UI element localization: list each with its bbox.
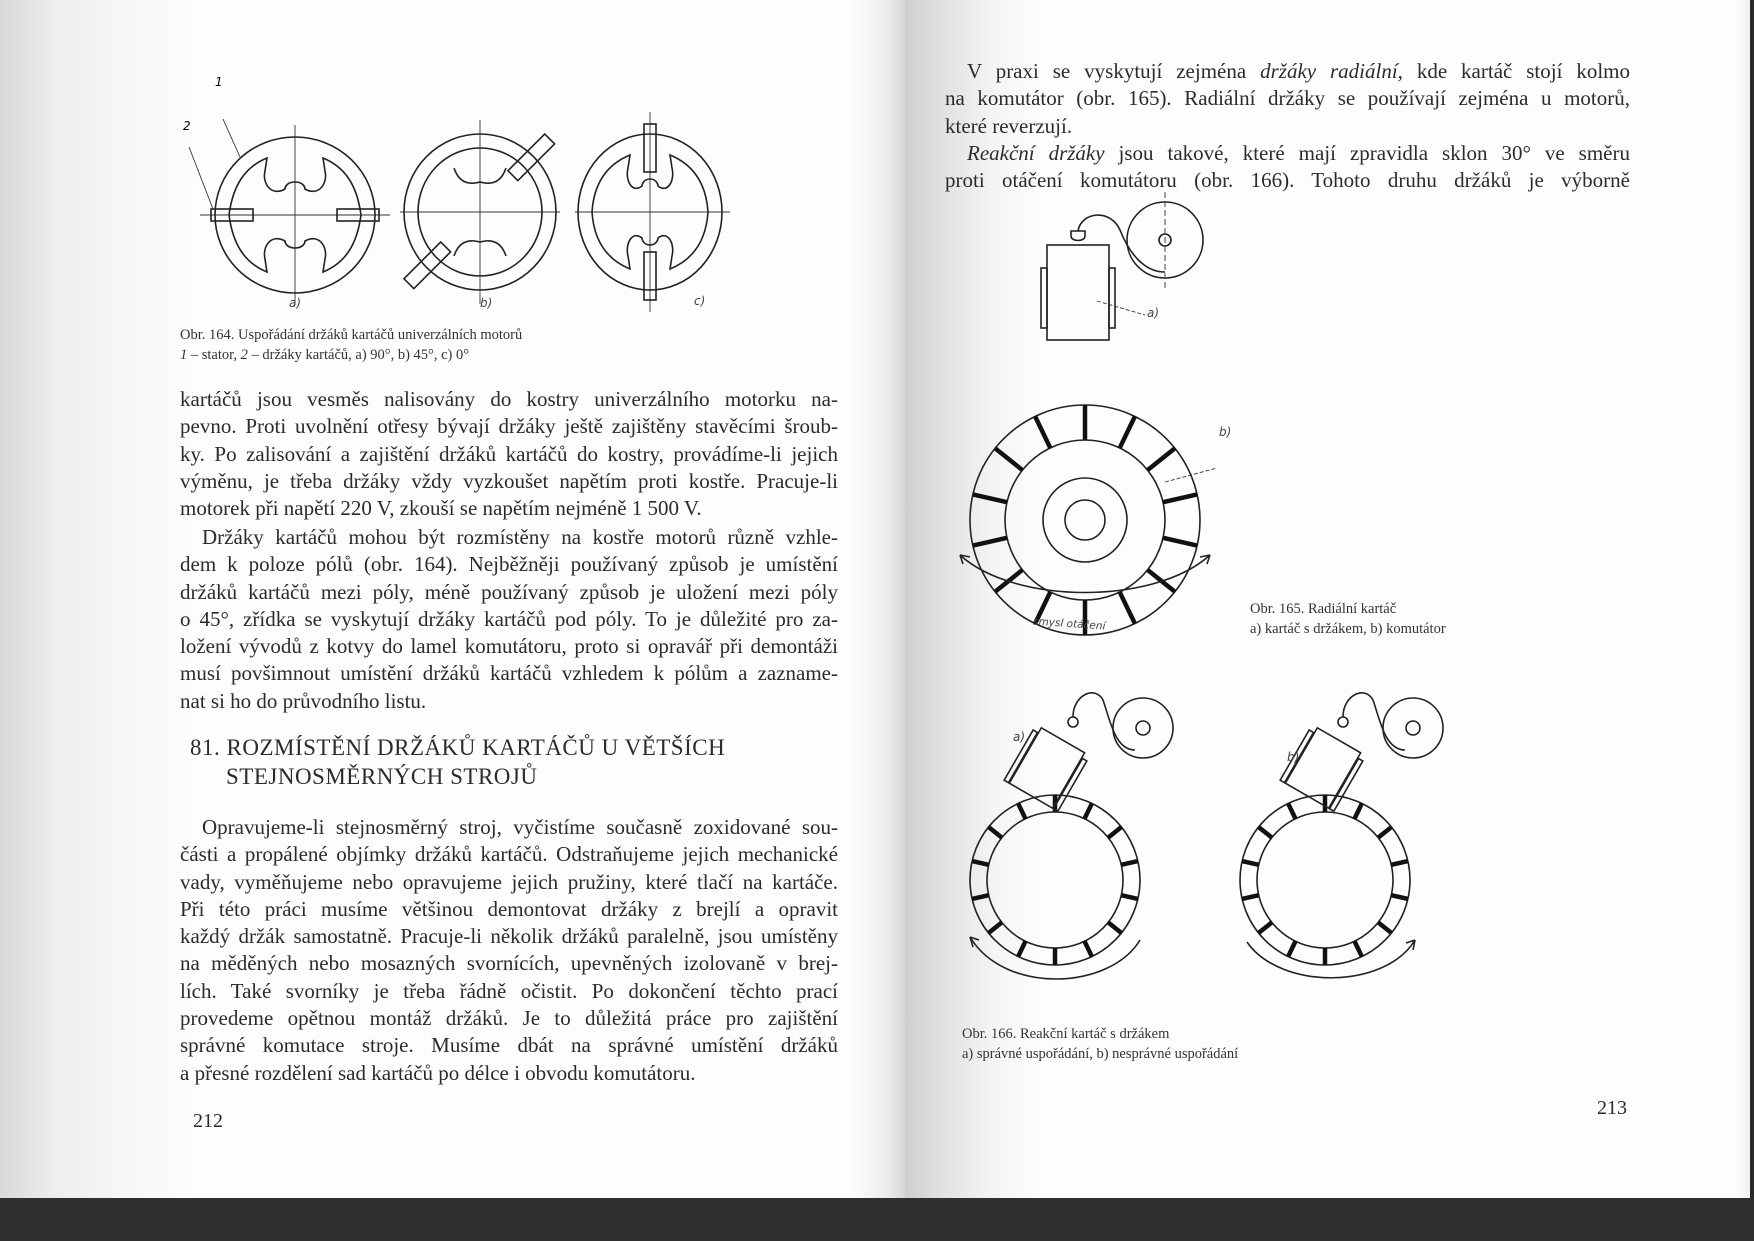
commutator-hub xyxy=(1065,500,1105,540)
left-paragraph-3 xyxy=(180,814,838,1087)
text-line xyxy=(945,140,1630,167)
commutator-hub xyxy=(1043,478,1127,562)
figure-165-caption-line1: Obr. 165. Radiální kartáč xyxy=(1250,601,1397,617)
caption-part-2: – držáky kartáčů, a) 90°, b) 45°, c) 0° xyxy=(247,347,470,363)
commutator-segment xyxy=(1121,861,1138,865)
commutator-inner xyxy=(1005,440,1165,600)
commutator-outer xyxy=(1240,795,1410,965)
stator-b xyxy=(400,120,560,304)
caption-num-1: 1 xyxy=(180,347,188,363)
scanner-background xyxy=(0,1198,1754,1241)
text-line: a přesné rozdělení sad kartáčů po délce i obvodu komutátoru. xyxy=(180,1060,696,1085)
text-line: Při této práci musíme většinou demontovat držáky z brejlí a opravit xyxy=(180,896,838,921)
text-line: nat si ho do průvodního listu. xyxy=(180,688,427,713)
label-1: 1 xyxy=(215,75,223,89)
left-page xyxy=(0,0,905,1198)
figure-166-diagram-b xyxy=(1225,690,1485,1020)
text-line: každý držák samostatně. Pracuje-li několik držáků paralelně, jsou umístěny xyxy=(180,924,838,949)
commutator-segment xyxy=(1242,861,1259,865)
text-line: kartáčů jsou vesměs nalisovány do kostry univerzálního motorku na- xyxy=(180,387,838,411)
commutator-segment xyxy=(1355,803,1362,818)
text-line: výměnu, je třeba držáky vždy vyzkoušet napětím proti kostře. Pracuje-li xyxy=(180,468,838,493)
figure-164-label-b: b) xyxy=(480,296,493,310)
commutator-outer xyxy=(970,795,1140,965)
figure-166-label-b: b) xyxy=(1287,750,1300,764)
figure-166-diagram-a xyxy=(955,690,1215,1020)
commutator-segment xyxy=(1391,895,1408,899)
commutator-segment xyxy=(1259,827,1272,838)
commutator-segment xyxy=(1288,941,1295,956)
text-line: které reverzují. xyxy=(945,113,1073,138)
figure-165-label-a: a) xyxy=(1147,306,1160,320)
text-run-italic: držáky radiální, xyxy=(1260,59,1403,83)
commutator-segment xyxy=(1259,922,1272,933)
section-heading-line1: 81. ROZMÍSTĚNÍ DRŽÁKŮ KARTÁČŮ U VĚTŠÍCH xyxy=(190,735,726,760)
figure-164-caption-line2 xyxy=(180,345,469,365)
commutator-segment xyxy=(973,538,1007,546)
commutator-segment xyxy=(1242,895,1259,899)
commutator-segment xyxy=(989,922,1002,933)
figure-165-rotation-label: smysl otáčení xyxy=(1032,615,1106,633)
commutator-segment xyxy=(989,827,1002,838)
commutator-segment xyxy=(1018,803,1025,818)
label-2: 2 xyxy=(183,119,191,133)
text-line: dem k poloze pólů (obr. 164). Nejběžněji používaný způsob je umístění xyxy=(180,552,838,577)
commutator-inner xyxy=(987,812,1123,948)
text-run: kde kartáč stojí kolmo xyxy=(1402,59,1630,83)
text-line xyxy=(945,58,1630,85)
text-line: lích. Také svorníky je třeba řádně očistit. Po dokončení těchto prací xyxy=(180,978,838,1003)
figure-165-diagram xyxy=(955,220,1285,640)
text-line: vady, vyměňujeme nebo opravujeme jejich pružiny, které tlačí na kartáče. xyxy=(180,869,838,894)
stator-c xyxy=(575,112,730,312)
text-line: provedeme opětnou montáž držáků. Je to důležitá práce pro zajištění xyxy=(180,1006,838,1031)
commutator-segment xyxy=(1120,592,1135,624)
figure-164-label-a: a) xyxy=(289,296,302,310)
left-paragraph-1 xyxy=(180,386,838,522)
commutator-segment xyxy=(995,448,1022,470)
commutator-segment xyxy=(1148,448,1175,470)
commutator-segment xyxy=(1085,941,1092,956)
caption-num-2: 2 xyxy=(240,347,248,363)
text-line: pevno. Proti uvolnění otřesy bývají držáky ještě zajištěny stavěcími šroub- xyxy=(180,414,838,439)
commutator-segment xyxy=(1018,941,1025,956)
commutator-segment xyxy=(1108,827,1121,838)
figure-166-label-a: a) xyxy=(1013,730,1026,744)
commutator-segment xyxy=(973,494,1007,502)
stator-a xyxy=(189,119,390,305)
commutator-segment xyxy=(1121,895,1138,899)
commutator-segment xyxy=(1391,861,1408,865)
commutator-inner xyxy=(1257,812,1393,948)
text-line: proti otáčení komutátoru (obr. 166). Tohoto druhu držáků je výborně xyxy=(945,168,1630,193)
text-run-italic: Reakční držáky xyxy=(967,140,1105,165)
text-line: Držáky kartáčů mohou být rozmístěny na kostře motorů různě vzhle- xyxy=(202,525,838,549)
text-line: držáků kartáčů mezi póly, méně používaný způsob je uložení mezi póly xyxy=(180,579,838,604)
commutator-segment xyxy=(1120,416,1135,448)
caption-part-1: – stator, xyxy=(187,347,241,363)
text-line: správné komutace stroje. Musíme dbát na správné umístění držáků xyxy=(180,1033,838,1058)
commutator-segment xyxy=(1035,416,1050,448)
text-run: V praxi se vyskytují zejména xyxy=(967,59,1261,83)
figure-165-label-b: b) xyxy=(1219,425,1232,439)
commutator-segment xyxy=(972,861,989,865)
commutator-segment xyxy=(1163,494,1197,502)
text-run: jsou takové, které mají zpravidla sklon 30° ve směru xyxy=(1104,140,1630,165)
commutator-segment xyxy=(1355,941,1362,956)
right-page xyxy=(905,0,1750,1198)
text-line: Opravujeme-li stejnosměrný stroj, vyčistíme současně zoxidované sou- xyxy=(202,815,838,839)
text-line: motorek při napětí 220 V, zkouší se napětím nejméně 1 500 V. xyxy=(180,496,702,521)
commutator-segment xyxy=(1378,922,1391,933)
commutator-segment xyxy=(972,895,989,899)
commutator-segment xyxy=(1108,922,1121,933)
text-line: o 45°, zřídka se vyskytují držáky kartáčů pod póly. To je důležité pro za- xyxy=(180,606,838,631)
right-paragraph-1 xyxy=(945,58,1630,194)
page-number-right: 213 xyxy=(1597,1097,1627,1119)
figure-164-diagram xyxy=(175,75,735,320)
text-line: na komutátor (obr. 165). Radiální držáky se používají zejména u motorů, xyxy=(945,86,1630,111)
figure-165-caption-line2: a) kartáč s držákem, b) komutátor xyxy=(1250,621,1446,637)
text-line: ky. Po zalisování a zajištění držáků kartáčů do kostry, provádíme-li jejich xyxy=(180,441,838,466)
commutator-segment xyxy=(1288,803,1295,818)
figure-166-caption-line1: Obr. 166. Reakční kartáč s držákem xyxy=(962,1026,1170,1042)
figure-166-caption-line2: a) správné uspořádání, b) nesprávné uspořádání xyxy=(962,1046,1239,1062)
section-heading-line2: STEJNOSMĚRNÝCH STROJŮ xyxy=(226,764,538,789)
text-line: na měděných nebo mosazných svornících, upevněných izolovaně v brej- xyxy=(180,951,838,976)
figure-164-caption-line1: Obr. 164. Uspořádání držáků kartáčů univerzálních motorů xyxy=(180,327,523,343)
text-line: musí povšimnout umístění držáků kartáčů vzhledem k pólům a zazname- xyxy=(180,661,838,686)
commutator-segment xyxy=(1378,827,1391,838)
figure-164-label-c: c) xyxy=(694,294,706,308)
text-line: ložení vývodů z kotvy do lamel komutátoru, proto si opravář při demontáži xyxy=(180,634,838,659)
text-line: části a propálené objímky držáků kartáčů. Odstraňujeme jejich mechanické xyxy=(180,842,838,867)
left-paragraph-2 xyxy=(180,524,838,715)
page-number-left: 212 xyxy=(193,1110,223,1132)
commutator-segment xyxy=(1085,803,1092,818)
commutator-segment xyxy=(1163,538,1197,546)
